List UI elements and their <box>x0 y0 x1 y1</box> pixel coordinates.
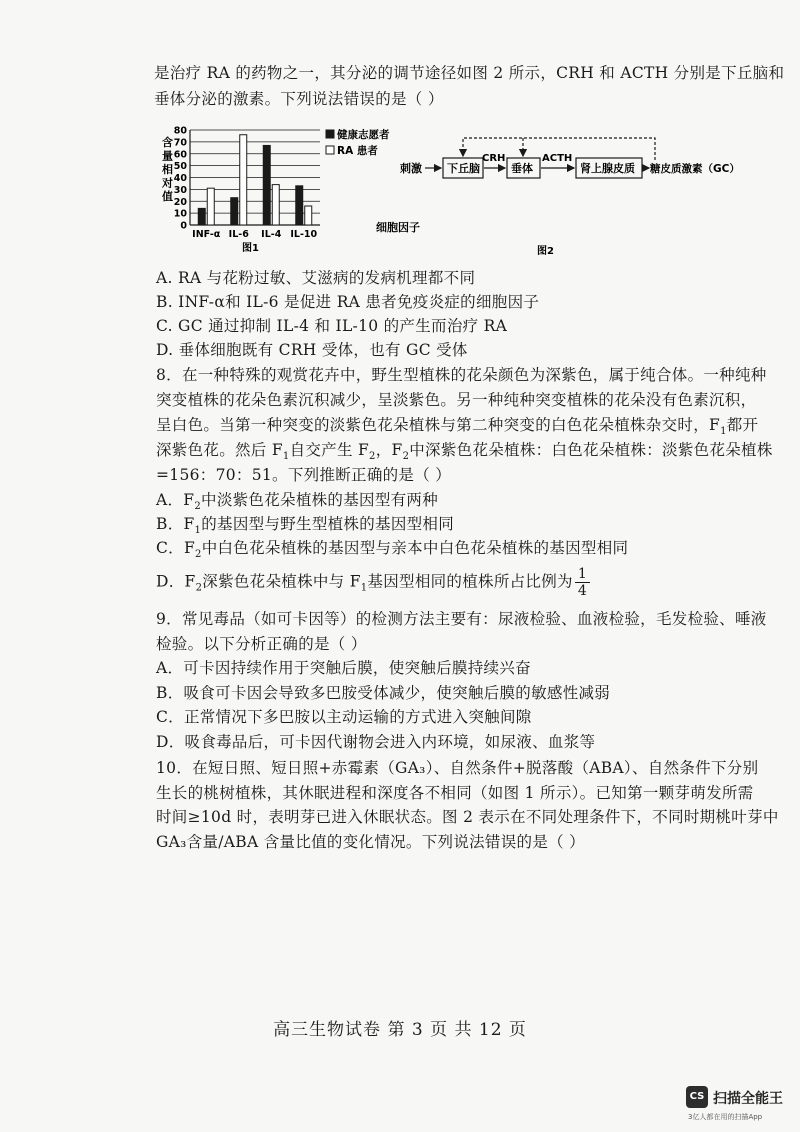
bar-ra-IL-4 <box>272 185 279 225</box>
q8-l4s2: 2 <box>369 451 376 463</box>
x-tick-label: IL-6 <box>228 229 249 240</box>
q8-stem-line-2: 突变植株的花朵色素沉积减少，呈淡紫色。另一种纯种突变植株的花朵没有色素沉积， <box>156 391 757 409</box>
q8-optD-s: 2 <box>195 582 203 594</box>
adrenal-cortex-label: 肾上腺皮质 <box>580 162 635 175</box>
q8-l4b: 自交产生 F <box>289 441 370 459</box>
bar-ra-INF-α <box>207 188 214 225</box>
q8-option-c <box>156 537 628 566</box>
chart-bars <box>198 135 312 225</box>
figure-2-diagram <box>400 138 740 257</box>
q7-option-d: D. 垂体细胞既有 CRH 受体，也有 GC 受体 <box>156 341 468 359</box>
figure-1-chart <box>161 126 420 255</box>
q8-optB-a: B．F <box>156 515 195 533</box>
bar-ra-IL-10 <box>305 206 312 225</box>
legend-swatch <box>326 130 334 138</box>
intro-line-2: 垂体分泌的激素。下列说法错误的是（ ） <box>154 90 444 108</box>
q10-stem-line-4: GA₃含量/ABA 含量比值的变化情况。下列说法错误的是（ ） <box>156 833 585 851</box>
x-tick-label: INF-α <box>192 229 221 240</box>
fraction-one-quarter <box>575 566 590 599</box>
q9-option-b: B．吸食可卡因会导致多巴胺受体减少，使突触后膜的敏感性减弱 <box>156 684 611 702</box>
watermark-tagline: 3亿人都在用的扫描App <box>688 1113 763 1121</box>
bar-healthy-INF-α <box>198 208 205 225</box>
camscanner-logo-icon: CS <box>686 1086 708 1108</box>
bar-healthy-IL-6 <box>231 198 238 225</box>
q8-l4c: ，F <box>375 441 403 459</box>
figures-svg <box>160 120 740 260</box>
figures-area <box>160 120 740 260</box>
q8-optB-s: 1 <box>194 525 202 537</box>
x-tick-label: IL-10 <box>290 229 318 240</box>
q8-stem-line-1: 8．在一种特殊的观赏花卉中，野生型植株的花朵颜色为深紫色，属于纯合体。一种纯种 <box>156 366 767 384</box>
q8-l4s1: 1 <box>282 451 290 463</box>
q8-optA-s: 2 <box>194 501 202 513</box>
q9-option-c: C．正常情况下多巴胺以主动运输的方式进入突触间隙 <box>156 708 532 726</box>
figure-2-title: 图2 <box>537 246 554 257</box>
y-tick-label: 40 <box>173 173 187 184</box>
q9-stem-line-1: 9．常见毒品（如可卡因等）的检测方法主要有：尿液检验、血液检验，毛发检验、唾液 <box>156 610 767 628</box>
x-tick-label: IL-4 <box>261 229 282 240</box>
q8-option-d <box>156 566 590 600</box>
bar-healthy-IL-4 <box>263 145 270 225</box>
q8-stem-line-5: =156：70：51。下列推断正确的是（ ） <box>156 466 452 484</box>
q10-stem-line-3: 时间≥10d 时，表明芽已进入休眠状态。图 2 表示在不同处理条件下，不同时期桃叶芽中 <box>156 808 779 826</box>
q8-optD-c: 基因型相同的植株所占比例为 <box>367 572 573 591</box>
q9-option-d: D．吸食毒品后，可卡因代谢物会进入内环境，如尿液、血浆等 <box>156 733 596 751</box>
legend-swatch <box>326 146 334 154</box>
acth-label: ACTH <box>542 153 573 164</box>
y-tick-label: 0 <box>180 220 187 232</box>
q9-option-a: A．可卡因持续作用于突触后膜，使突触后膜持续兴奋 <box>156 659 531 677</box>
q8-optA-a: A．F <box>156 491 195 509</box>
y-axis-label-char: 值 <box>162 190 173 203</box>
q8-optD-a: D．F <box>156 572 196 591</box>
y-tick-label: 30 <box>173 184 187 196</box>
q8-optB-b: 的基因型与野生型植株的基因型相同 <box>201 515 455 533</box>
q9-stem-line-2: 检验。以下分析正确的是（ ） <box>156 635 367 653</box>
watermark-name: 扫描全能王 <box>713 1091 783 1107</box>
q8-optD-b: 深紫色花朵植株中与 F <box>202 572 361 591</box>
bar-ra-IL-6 <box>240 135 247 225</box>
intro-line-1: 是治疗 RA 的药物之一，其分泌的调节途径如图 2 所示，CRH 和 ACTH 分别是下丘脑和 <box>154 64 785 82</box>
y-axis-label-char: 量 <box>162 149 173 163</box>
fraction-denominator: 4 <box>577 583 588 599</box>
q8-l3a: 呈白色。当第一种突变的淡紫色花朵植株与第二种突变的白色花朵植株杂交时，F <box>156 416 721 434</box>
y-tick-label: 70 <box>173 137 187 149</box>
q7-option-a: A. RA 与花粉过敏、艾滋病的发病机理都不同 <box>156 269 476 287</box>
legend-label: RA 患者 <box>337 145 378 157</box>
figure-1-title: 图1 <box>242 243 259 254</box>
q8-optC-b: 中白色花朵植株的基因型与亲本中白色花朵植株的基因型相同 <box>201 539 629 557</box>
q8-l4s3: 2 <box>402 451 410 463</box>
q8-l4a: 深紫色花。然后 F <box>156 441 283 459</box>
y-tick-labels <box>174 126 188 232</box>
pituitary-label: 垂体 <box>511 162 533 175</box>
q8-l3b: 都开 <box>726 416 759 434</box>
q7-option-c: C. GC 通过抑制 IL-4 和 IL-10 的产生而治疗 RA <box>156 317 508 335</box>
y-tick-label: 50 <box>173 161 187 173</box>
y-tick-label: 20 <box>173 196 187 208</box>
stimulus-label: 刺激 <box>400 162 422 175</box>
y-tick-label: 60 <box>173 149 187 161</box>
legend-label: 健康志愿者 <box>337 129 390 141</box>
q8-l4d: 中深紫色花朵植株：白色花朵植株：淡紫色花朵植株 <box>409 441 773 459</box>
camscanner-watermark <box>686 1086 796 1126</box>
hypothalamus-label: 下丘脑 <box>447 162 480 175</box>
crh-label: CRH <box>482 153 506 164</box>
y-axis-label-char: 对 <box>162 176 173 190</box>
y-axis-label-char: 相 <box>162 163 173 176</box>
q8-optD-s2: 1 <box>360 582 368 594</box>
page-footer: 高三生物试卷 第 3 页 共 12 页 <box>273 1020 527 1040</box>
q8-l3s: 1 <box>720 426 727 438</box>
q7-option-b: B. INF-α和 IL-6 是促进 RA 患者免疫炎症的细胞因子 <box>156 293 540 311</box>
y-tick-label: 10 <box>173 208 187 220</box>
fraction-numerator: 1 <box>575 566 590 583</box>
chart-legend <box>326 128 390 157</box>
q10-stem-line-1: 10．在短日照、短日照+赤霉素（GA₃）、自然条件+脱落酸（ABA）、自然条件下分别 <box>156 759 759 777</box>
q8-optC-a: C．F <box>156 539 196 557</box>
y-axis-label <box>161 135 173 203</box>
gc-label: 糖皮质激素（GC） <box>650 163 740 175</box>
q10-stem-line-2: 生长的桃树植株，其休眠进程和深度各不相同（如图 1 所示）。已知第一颗芽萌发所需 <box>156 784 754 802</box>
bar-healthy-IL-10 <box>296 186 303 225</box>
x-axis-label: 细胞因子 <box>376 221 420 234</box>
y-tick-label: 80 <box>173 125 187 137</box>
q8-optA-b: 中淡紫色花朵植株的基因型有两种 <box>201 491 439 509</box>
x-tick-labels <box>192 229 317 240</box>
q8-optC-s: 2 <box>195 549 202 561</box>
y-axis-label-char: 含 <box>162 136 173 149</box>
